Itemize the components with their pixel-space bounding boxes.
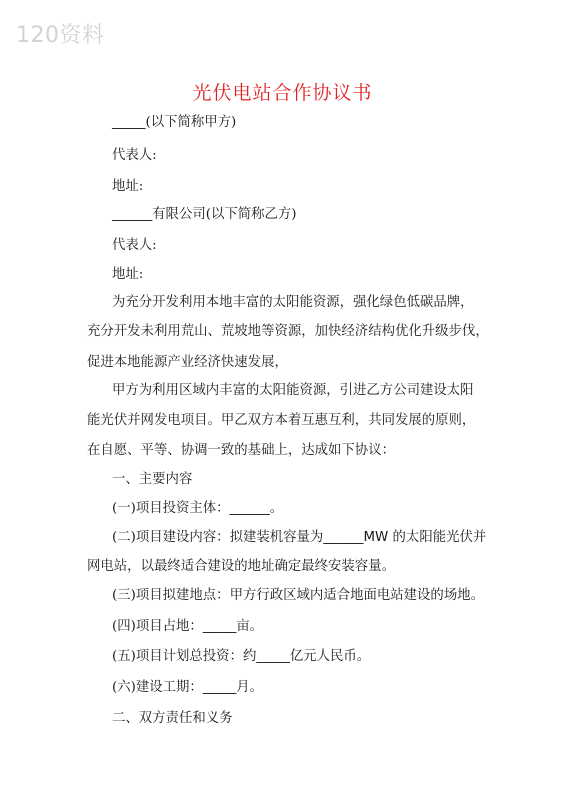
party-b-blank: ______: [112, 207, 153, 222]
item-1-label: (一)项目投资主体：: [112, 501, 230, 516]
document-title: 光伏电站合作协议书: [192, 82, 373, 104]
item-2-unit: MW: [363, 530, 389, 545]
item-3: (三)项目拟建地点：甲方行政区域内适合地面电站建设的场地。: [112, 588, 484, 603]
item-5-blank: _____: [256, 649, 290, 664]
party-b-representative: 代表人:: [112, 238, 157, 253]
item-4-blank: _____: [202, 619, 237, 634]
item-4-label: (四)项目占地：: [112, 619, 203, 634]
party-a-address: 地址:: [112, 179, 144, 194]
item-6-label: (六)建设工期：: [112, 680, 203, 695]
item-5-label: (五)项目计划总投资：约: [112, 649, 257, 664]
item-1: [112, 497, 283, 516]
item-4: [112, 615, 263, 634]
item-2-continuation: 网电站，以最终适合建设的地址确定最终安装容量。: [87, 559, 395, 574]
item-1-end: 。: [269, 501, 284, 516]
paragraph-2-line-2: 能光伏并网发电项目。甲乙双方本着互惠互利，共同发展的原则，: [87, 413, 476, 428]
item-6-blank: _____: [202, 680, 237, 695]
item-2-label: (二)项目建设内容：拟建装机容量为: [112, 530, 324, 545]
paragraph-1-line-1: 为充分开发利用本地丰富的太阳能资源，强化绿色低碳品牌，: [112, 295, 474, 310]
section-2-heading: 二、双方责任和义务: [112, 711, 233, 726]
watermark: 120资料: [16, 23, 105, 48]
item-2: [112, 526, 486, 545]
item-6: [112, 676, 263, 695]
paragraph-2-line-1: 甲方为利用区域内丰富的太阳能资源，引进乙方公司建设太阳: [112, 383, 474, 398]
item-2-rest: 的太阳能光伏并: [392, 530, 487, 545]
item-4-unit: 亩。: [236, 619, 264, 634]
party-a-representative: 代表人:: [112, 148, 157, 163]
party-b-address: 地址:: [112, 267, 144, 282]
item-2-blank: ______: [323, 530, 364, 545]
party-b-label: 有限公司(以下简称乙方): [152, 207, 297, 222]
paragraph-2-line-3: 在自愿、平等、协调一致的基础上，达成如下协议：: [87, 443, 395, 458]
item-5-unit: 亿元人民币。: [289, 649, 371, 664]
party-a-blank: _____: [112, 115, 146, 130]
item-1-blank: ______: [229, 501, 270, 516]
paragraph-1-line-3: 促进本地能源产业经济快速发展，: [87, 355, 288, 370]
paragraph-1-line-2: 充分开发未利用荒山、荒坡地等资源，加快经济结构优化升级步伐，: [87, 324, 489, 339]
party-b-line: [112, 203, 297, 222]
item-6-unit: 月。: [236, 680, 264, 695]
section-1-heading: 一、主要内容: [112, 472, 193, 487]
party-a-label: (以下简称甲方): [145, 115, 237, 130]
item-5: [112, 645, 370, 664]
party-a-line: [112, 111, 236, 130]
